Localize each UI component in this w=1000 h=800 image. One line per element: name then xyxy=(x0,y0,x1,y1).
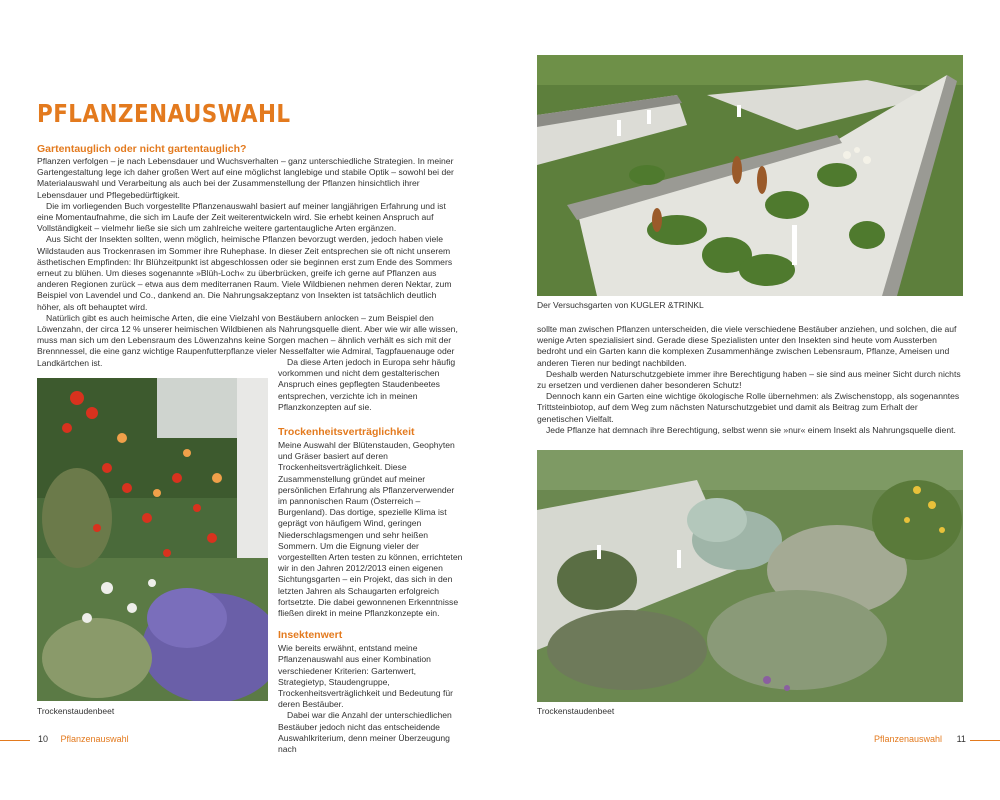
paragraph: Natürlich gibt es auch heimische Arten, die eine Vielzahl von Bestäubern anlocken – zum Beispiel den Löwenzahn, der circa 12 % unserer heimischen Wildbienen als Nahrungsquelle dient. Aber wie wir alle wissen, muss man sich um den Lebensraum des Löwenzahns keine Sorgen machen – ähnlich verhält es sich mit der Brennnessel, die eine ganz wichtige Raupenfutterpflanze vieler Nesselfalter wie Admiral, Tagpfauenauge oder Landkärtchen ist. xyxy=(37,312,458,368)
paragraph: Wie bereits erwähnt, entstand meine Pflanzenauswahl aus einer Kombination verschiedener Kriterien: Gartenwert, Strategietyp, Staudengruppe, Trockenheitsverträglichkeit und Bedeutung für deren Bestäuber. xyxy=(278,643,453,710)
footer-right xyxy=(874,734,966,744)
photo-trockenstaudenbeet-left xyxy=(37,378,268,701)
footer-section-name: Pflanzenauswahl xyxy=(874,734,943,744)
paragraph: Deshalb werden Naturschutzgebiete immer ihre Berechtigung haben – sie sind aus meiner Sicht durch nichts zu ersetzen und verdienen daher besonderen Schutz! xyxy=(537,368,961,391)
footer-left xyxy=(38,734,129,744)
section-heading-insektenwert: Insektenwert xyxy=(278,629,343,642)
section-heading-gartentauglich: Gartentauglich oder nicht gartentauglich? xyxy=(37,143,247,155)
photo-versuchsgarten xyxy=(537,55,963,296)
right-column-text xyxy=(278,357,464,755)
flower-bed-illustration xyxy=(37,378,268,701)
paragraph: Dennoch kann ein Garten eine wichtige ökologische Rolle übernehmen: als Zwischenstopp, als sogenanntes Trittsteinbiotop, auf dem Weg zum nächsten Naturschutzgebiet und damit als Beitrag zum Erhalt der genetischen Vielfalt. xyxy=(537,391,960,424)
page-number: 11 xyxy=(956,734,966,744)
intro-text-block xyxy=(37,156,460,369)
photo-caption: Trockenstaudenbeet xyxy=(537,706,615,716)
photo-caption: Trockenstaudenbeet xyxy=(37,706,115,716)
photo-caption: Der Versuchsgarten von KUGLER &TRINKL xyxy=(537,300,704,310)
photo-trockenstaudenbeet-right xyxy=(537,450,963,702)
paragraph: Aus Sicht der Insekten sollten, wenn möglich, heimische Pflanzen bevorzugt werden, jedoch haben viele Wildstauden aus Trockenrasen im Sommer ihre Ruhephase. In dieser Zeit entsprechen sie oft nicht unserem ästhetischen Empfinden: Ihr Blühzeitpunkt ist abgeschlossen oder sie beginnen erst zum Ende des Sommers erneut zu blühen. Um dieses sogenannte »Blüh-Loch« zu überbrücken, greife ich gerne auf Pflanzen aus anderen Regionen zurück – etwa aus dem mediterranen Raum. Viele Wildbienen nehmen deren Nektar, zum Beispiel von Lavendel und Co., dankend an. Die Nahrungsakzeptanz von Insekten ist tatsächlich deutlich höher, als oft behauptet wird. xyxy=(37,234,453,312)
footer-rule xyxy=(970,740,1000,741)
paragraph: sollte man zwischen Pflanzen unterscheiden, die viele verschiedene Bestäuber anziehen, und solchen, die auf wenige Arten spezialisiert sind. Gerade diese Spezialisten unter den Insekten sind heute vom Aussterben bedroht und ein Garten kann die komplexen Zusammenhänge zwischen Lebensraum, Pflanze, Ameisen und anderen Tieren nur bedingt nachbilden. xyxy=(537,324,957,368)
right-page-text xyxy=(537,324,965,436)
trial-garden-illustration xyxy=(537,55,963,296)
paragraph: Meine Auswahl der Blütenstauden, Geophyten und Gräser basiert auf deren Trockenheitsverträglichkeit. Diese Zusammenstellung gründet auf meiner persönlichen Erfahrung als Pflanzerverwender im pannonischen Raum (Österreich – Burgenland). Das dortige, spezielle Klima ist geprägt von häufigem Wind, geringen Niederschlagsmengen und sehr heißen Sommern. Um die Eignung vieler der vorgestellten Arten testen zu können, errichteten wir in den Jahren 2012/2013 einen eigenen Sichtungsgarten – ein Projekt, das sich in den letzten Jahren als Schaugarten erfolgreich fortsetzte. Die dabei gewonnenen Erkenntnisse fließen direkt in meine Pflanzkonzepte ein. xyxy=(278,440,463,619)
dry-bed-illustration xyxy=(537,450,963,702)
paragraph: Da diese Arten jedoch in Europa sehr häufig vorkommen und nicht dem gestalterischen Anspruch eines gepflegten Staudenbeetes entsprechen, verzichte ich in meinen Pflanzkonzepten auf sie. xyxy=(278,357,456,412)
paragraph: Die im vorliegenden Buch vorgestellte Pflanzenauswahl basiert auf meiner langjährigen Erfahrung und ist eine Momentaufnahme, die sich im Laufe der Zeit weiterentwickeln wird. Sie erhebt keinen Anspruch auf Vollständigkeit – vielmehr ließe sie sich um zahlreiche weitere gartentaugliche Arten ergänzen. xyxy=(37,200,446,234)
section-heading-trockenheit: Trockenheitsverträglichkeit xyxy=(278,426,415,439)
paragraph: Dabei war die Anzahl der unterschiedlichen Bestäuber jedoch nicht das entscheidende Auswahlkriterium, denn meiner Überzeugung nach xyxy=(278,710,452,755)
footer-section-name: Pflanzenauswahl xyxy=(60,734,129,744)
paragraph: Jede Pflanze hat demnach ihre Berechtigung, selbst wenn sie »nur« einem Insekt als Nahrungsquelle dient. xyxy=(546,424,956,435)
page-number: 10 xyxy=(38,734,49,744)
paragraph: Pflanzen verfolgen – je nach Lebensdauer und Wuchsverhalten – ganz unterschiedliche Strategien. In meiner Gartengestaltung lege ich daher großen Wert auf eine möglichst langlebige und stabile Optik – sowohl bei der Materialauswahl und Verarbeitung als auch bei der Zusammenstellung der Pflanzen hinsichtlich ihrer Lebensdauer und Pflegebedürftigkeit. xyxy=(37,156,454,200)
page-title: PFLANZENAUSWAHL xyxy=(37,99,291,128)
footer-rule xyxy=(0,740,30,741)
